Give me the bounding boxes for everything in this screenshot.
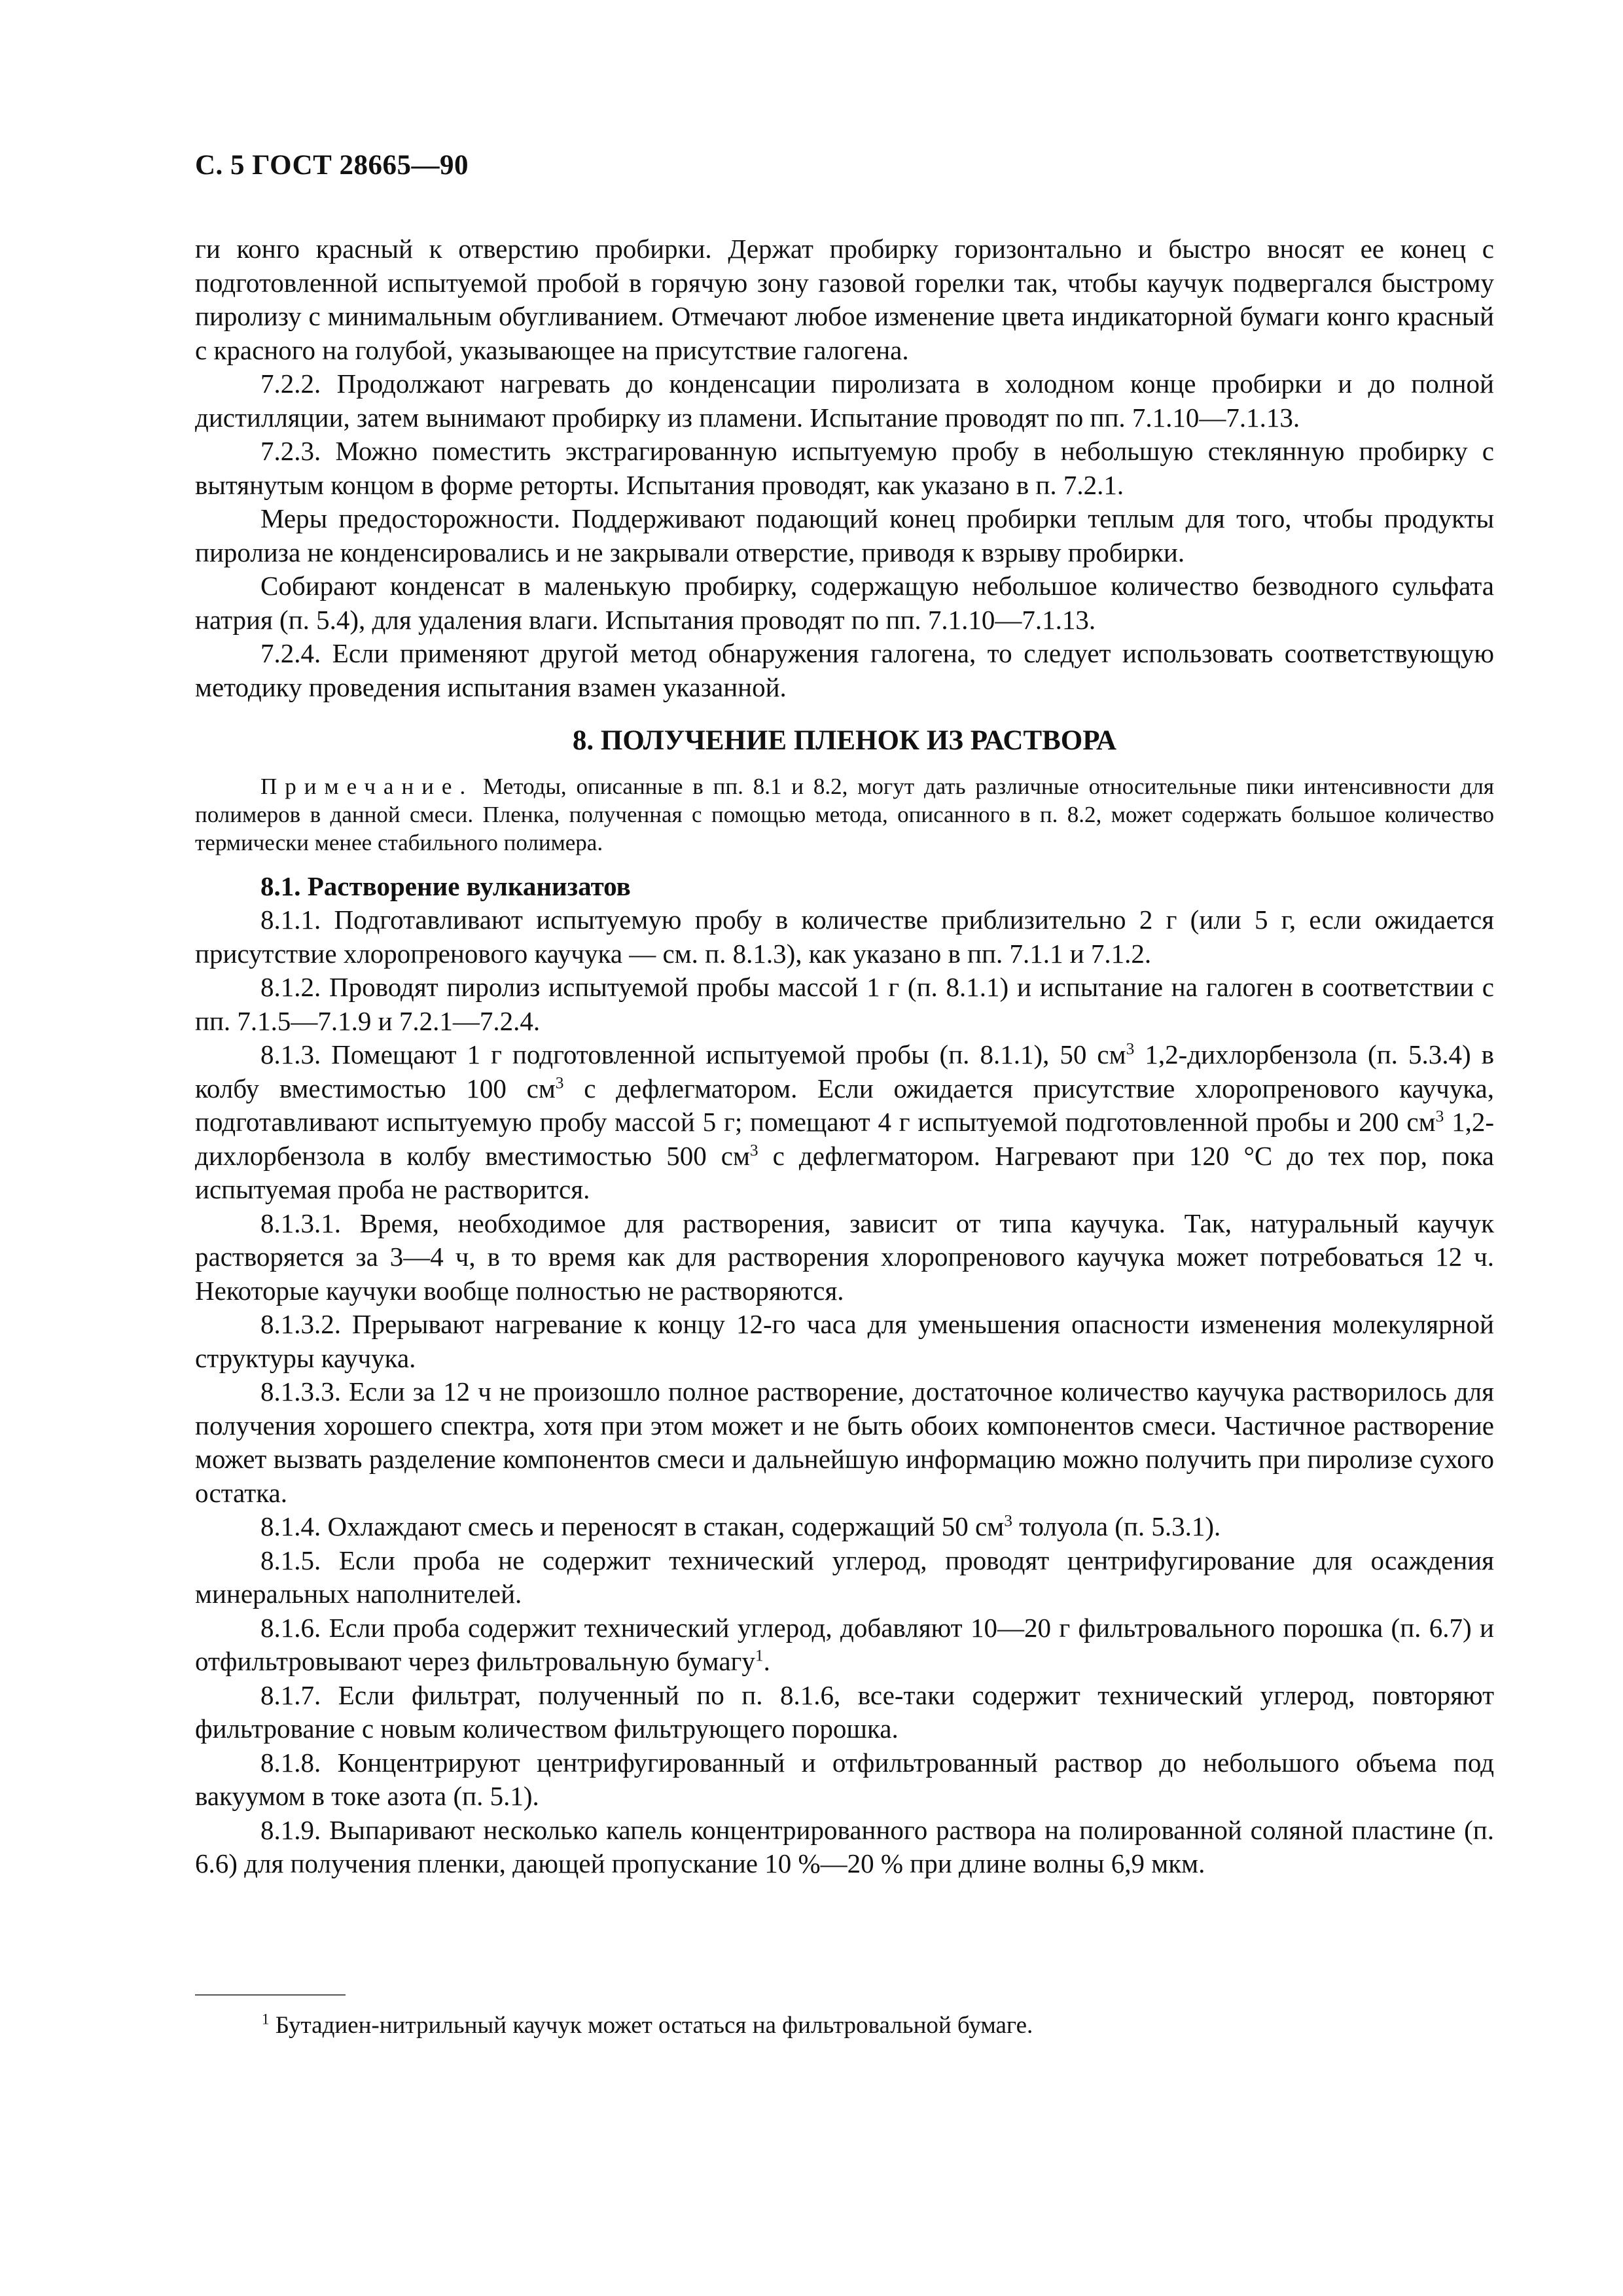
paragraph-8-1-8: 8.1.8. Концентрируют центрифугированный и отфильтрованный раствор до небольшого объема под вакуумом в токе азота (п. 5.1).: [195, 1747, 1494, 1811]
footnote-mark: 1: [262, 2011, 270, 2028]
note: [195, 772, 1494, 857]
superscript: 3: [1435, 1107, 1444, 1126]
superscript: 3: [749, 1140, 758, 1159]
document-body: [195, 232, 1494, 1881]
paragraph-8-1-3-2: 8.1.3.2. Прерывают нагревание к концу 12-го часа для уменьшения опасности изменения молекулярной структуры каучука.: [195, 1309, 1494, 1373]
paragraph-8-1-4: 8.1.4. Охлаждают смесь и переносят в стакан, содержащий 50 $см^3$ толуола (п. 5.3.1).: [260, 1511, 1221, 1541]
footnote-ref: 1: [755, 1646, 764, 1665]
paragraph-8-1-7: 8.1.7. Если фильтрат, полученный по п. 8.1.6, все-таки содержит технический углерод, повторяют фильтрование с новым количеством фильтрующего порошка.: [195, 1679, 1494, 1744]
note-text: Методы, описанные в пп. 8.1 и 8.2, могут дать различные относительные пики интенсивности для полимеров в данной смеси. Пленка, полученная с помощью метода, описанного в п. 8.2, может содержать большое количество термически менее стабильного полимера.: [195, 773, 1494, 855]
paragraph-8-1-9: 8.1.9. Выпаривают несколько капель концентрированного раствора на полированной соляной пластине (п. 6.6) для получения пленки, дающей пропускание 10 %—20 % при длине волны 6,9 мкм.: [195, 1814, 1494, 1878]
paragraph-7-2-4: 7.2.4. Если применяют другой метод обнаружения галогена, то следует использовать соответствующую методику проведения испытания взамен указанной.: [195, 638, 1494, 702]
paragraph: ги конго красный к отверстию пробирки. Держат пробирку горизонтально и быстро вносят ее конец с подготовленной испытуемой пробой в горячую зону газовой горелки так, чтобы каучук подвергался быстрому пиролизу с минимальным обугливанием. Отмечают любое изменение цвета индикаторной бумаги конго красный с красного на голубой, указывающее на присутствие галогена.: [195, 234, 1494, 365]
superscript: 3: [555, 1073, 564, 1092]
footnote-text: Бутадиен-нитрильный каучук может остаться на фильтровальной бумаге.: [269, 2012, 1033, 2039]
footnote: [262, 2011, 1033, 2040]
superscript: 3: [1004, 1511, 1012, 1530]
paragraph-8-1-3: 8.1.3. Помещают 1 г подготовленной испытуемой пробы (п. 8.1.1), 50 $см^3$ 1,2-дихлорбензола (п. 5.3.4) в колбу вместимостью 100 $см^3$ с дефлегматором. Если ожидается присутствие хлоропренового каучука, подготавливают испытуемую пробу массой 5 г; помещают 4 г испытуемой подготовленной пробы и 200 $см^3$ 1,2-дихлорбензола в колбу вместимостью 500 $см^3$ с дефлегматором. Нагревают при 120 °С до тех пор, пока испытуемая проба не растворится.: [195, 1039, 1495, 1204]
paragraph-8-1-6: 8.1.6. Если проба содержит технический углерод, добавляют 10—20 г фильтровального порошка (п. 6.7) и отфильтровывают через фильтровальную бумагу$^1$.: [195, 1612, 1494, 1676]
section-title: 8. ПОЛУЧЕНИЕ ПЛЕНОК ИЗ РАСТВОРА: [572, 725, 1117, 756]
paragraph-8-1-5: 8.1.5. Если проба не содержит технический углерод, проводят центрифугирование для осаждения минеральных наполнителей.: [195, 1545, 1494, 1609]
paragraph-condensate: Собирают конденсат в маленькую пробирку, содержащую небольшое количество безводного сульфата натрия (п. 5.4), для удаления влаги. Испытания проводят по пп. 7.1.10—7.1.13.: [195, 571, 1494, 635]
page-header: С. 5 ГОСТ 28665—90: [195, 150, 469, 181]
paragraph-8-1-2: 8.1.2. Проводят пиролиз испытуемой пробы массой 1 г (п. 8.1.1) и испытание на галоген в соответствии с пп. 7.1.5—7.1.9 и 7.2.1—7.2.4.: [195, 972, 1494, 1036]
paragraph-8-1-1: 8.1.1. Подготавливают испытуемую пробу в количестве приблизительно 2 г (или 5 г, если ожидается присутствие хлоропренового каучука — см. п. 8.1.3), как указано в пп. 7.1.1 и 7.1.2.: [195, 905, 1494, 969]
paragraph-7-2-3: 7.2.3. Можно поместить экстрагированную испытуемую пробу в небольшую стеклянную пробирку с вытянутым концом в форме реторты. Испытания проводят, как указано в п. 7.2.1.: [195, 436, 1494, 500]
paragraph-8-1-3-1: 8.1.3.1. Время, необходимое для растворения, зависит от типа каучука. Так, натуральный каучук растворяется за 3—4 ч, в то время как для растворения хлоропренового каучука может потребоваться 12 ч. Некоторые каучуки вообще полностью не растворяются.: [195, 1208, 1494, 1306]
subsection-title: 8.1. Растворение вулканизатов: [260, 870, 631, 901]
superscript: 3: [1126, 1039, 1135, 1058]
paragraph-precautions: Меры предосторожности. Поддерживают подающий конец пробирки теплым для того, чтобы продукты пиролиза не конденсировались и не закрывали отверстие, приводя к взрыву пробирки.: [195, 503, 1494, 567]
footnote-divider: [195, 1994, 346, 1996]
paragraph-7-2-2: 7.2.2. Продолжают нагревать до конденсации пиролизата в холодном конце пробирки и до полной дистилляции, затем вынимают пробирку из пламени. Испытание проводят по пп. 7.1.10—7.1.13.: [195, 368, 1494, 433]
paragraph-8-1-3-3: 8.1.3.3. Если за 12 ч не произошло полное растворение, достаточное количество каучука растворилось для получения хорошего спектра, хотя при этом может и не быть обоих компонентов смеси. Частичное растворение может вызвать разделение компонентов смеси и дальнейшую информацию можно получить при пиролизе сухого остатка.: [195, 1376, 1494, 1508]
note-label: Примечание.: [260, 773, 474, 799]
